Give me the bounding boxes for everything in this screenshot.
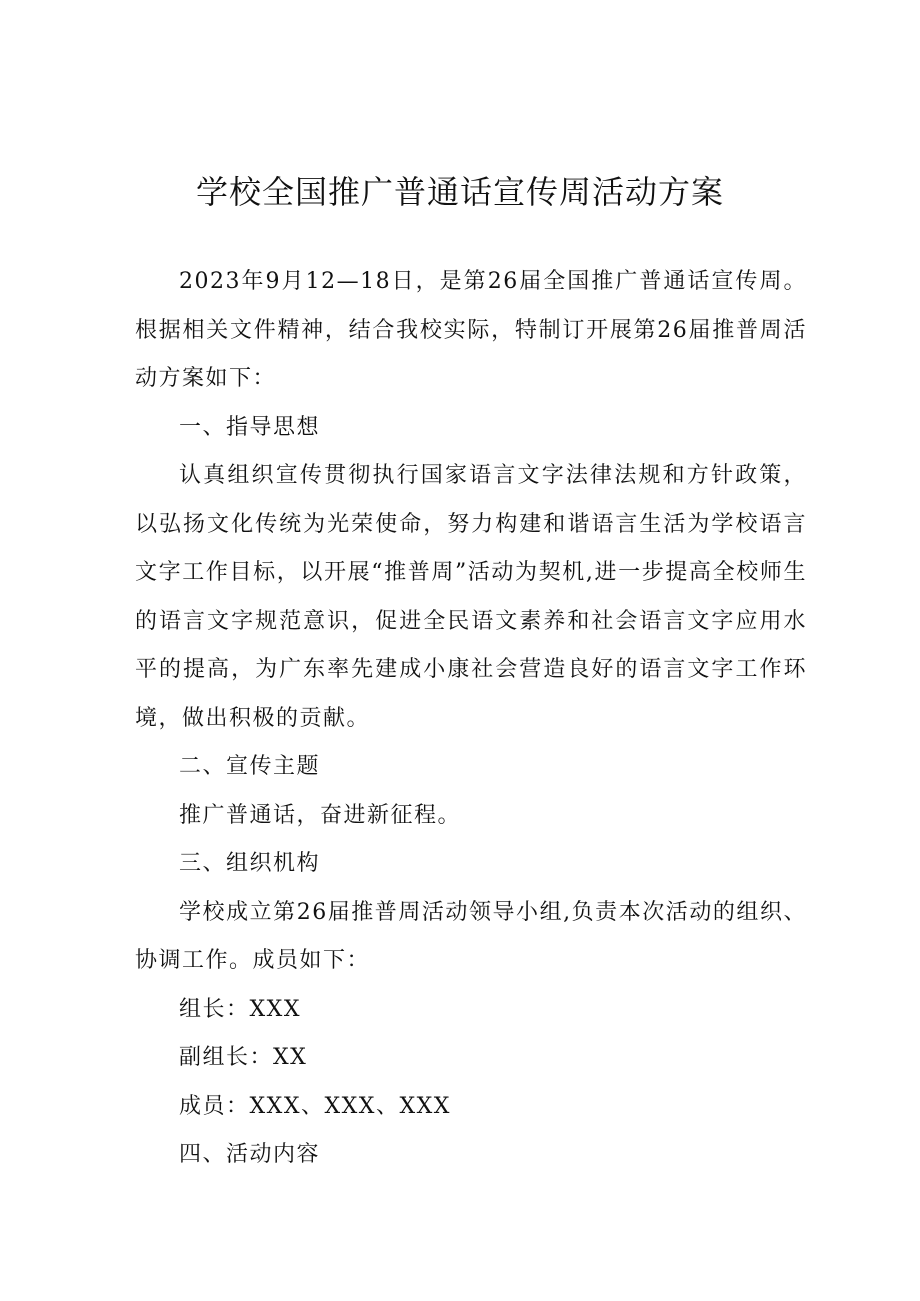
- guiding-ideology-paragraph: 认真组织宣传贯彻执行国家语言文字法律法规和方针政策，以弘扬文化传统为光荣使命，努力构建和谐语言生活为学校语言文字工作目标，以开展“推普周”活动为契机,进一步提高全校师生的语言文字规范意识，促进全民语文素养和社会语言文字应用水平的提高，为广东率先建成小康社会营造良好的语言文字工作环境，做出积极的贡献。: [135, 463, 807, 731]
- group-leader-line: 组长：XXX: [179, 996, 301, 1022]
- organization-paragraph: 学校成立第26届推普周活动领导小组,负责本次活动的组织、协调工作。成员如下：: [135, 899, 807, 973]
- document-body: [135, 258, 807, 1180]
- members-line: 成员：XXX、XXX、XXX: [179, 1093, 451, 1119]
- section-heading-organization: 三、组织机构: [179, 851, 321, 876]
- intro-paragraph: 2023年9月12—18日，是第26届全国推广普通话宣传周。根据相关文件精神，结合我校实际，特制订开展第26届推普周活动方案如下：: [135, 269, 807, 391]
- deputy-leader-line: 副组长：XX: [179, 1045, 308, 1070]
- theme-paragraph: 推广普通话，奋进新征程。: [179, 802, 462, 828]
- document-title: 学校全国推广普通话宣传周活动方案: [195, 173, 724, 211]
- section-heading-guiding-ideology: 一、指导思想: [179, 414, 321, 440]
- section-heading-theme: 二、宣传主题: [179, 754, 321, 779]
- section-heading-activities: 四、活动内容: [179, 1142, 321, 1167]
